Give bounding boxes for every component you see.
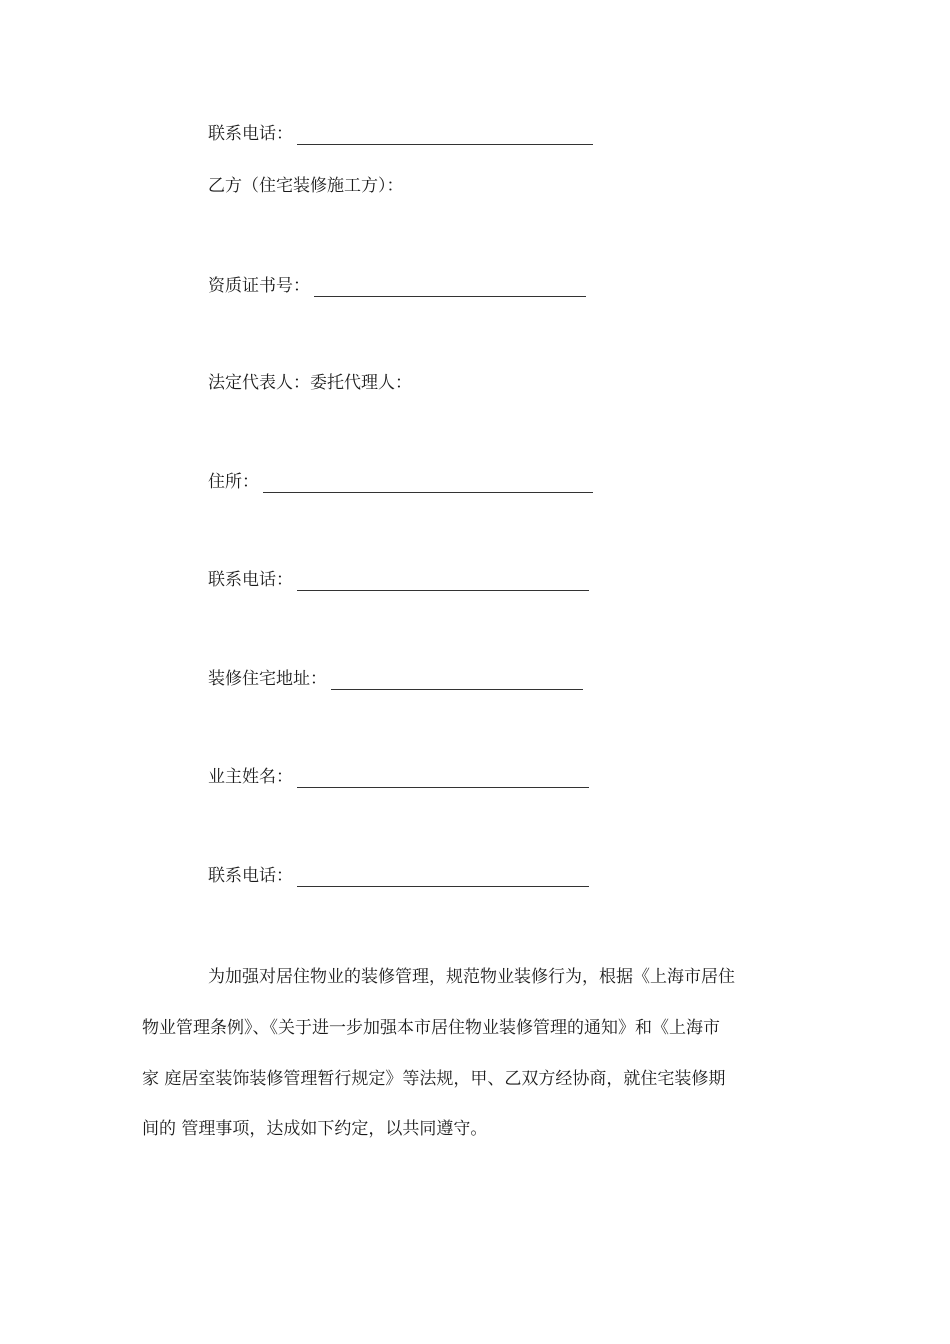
party-b-phone-label: 联系电话：	[208, 570, 293, 590]
owner-phone-row	[208, 857, 589, 887]
party-a-phone-label: 联系电话：	[208, 124, 293, 144]
qualification-cert-blank[interactable]	[314, 278, 586, 297]
qualification-cert-row	[208, 267, 586, 297]
owner-name-row	[208, 758, 589, 788]
address-label: 住所：	[208, 472, 259, 492]
address-blank[interactable]	[263, 474, 593, 493]
legal-rep-label: 法定代表人：委托代理人：	[208, 373, 412, 393]
legal-rep-row	[208, 364, 412, 394]
owner-name-label: 业主姓名：	[208, 767, 293, 787]
address-row	[208, 463, 593, 493]
preamble-line-3: 家 庭居室装饰装修管理暂行规定》等法规，甲、乙双方经协商，就住宅装修期	[142, 1069, 726, 1089]
preamble-line-4: 间的 管理事项，达成如下约定，以共同遵守。	[142, 1119, 488, 1139]
party-a-phone-row	[208, 115, 593, 145]
party-a-phone-blank[interactable]	[297, 126, 593, 145]
party-b-phone-blank[interactable]	[297, 572, 589, 591]
preamble-line-1: 为加强对居住物业的装修管理，规范物业装修行为，根据《上海市居住	[208, 967, 735, 987]
qualification-cert-label: 资质证书号：	[208, 276, 310, 296]
party-b-phone-row	[208, 561, 589, 591]
renovation-address-blank[interactable]	[331, 671, 583, 690]
renovation-address-label: 装修住宅地址：	[208, 669, 327, 689]
party-b-heading-row	[208, 167, 404, 197]
preamble-paragraph	[142, 962, 817, 1142]
party-b-heading: 乙方（住宅装修施工方）：	[208, 176, 404, 196]
renovation-address-row	[208, 660, 583, 690]
owner-name-blank[interactable]	[297, 769, 589, 788]
owner-phone-label: 联系电话：	[208, 866, 293, 886]
owner-phone-blank[interactable]	[297, 868, 589, 887]
preamble-line-2: 物业管理条例》、《关于进一步加强本市居住物业装修管理的通知》和《上海市	[142, 1018, 720, 1038]
